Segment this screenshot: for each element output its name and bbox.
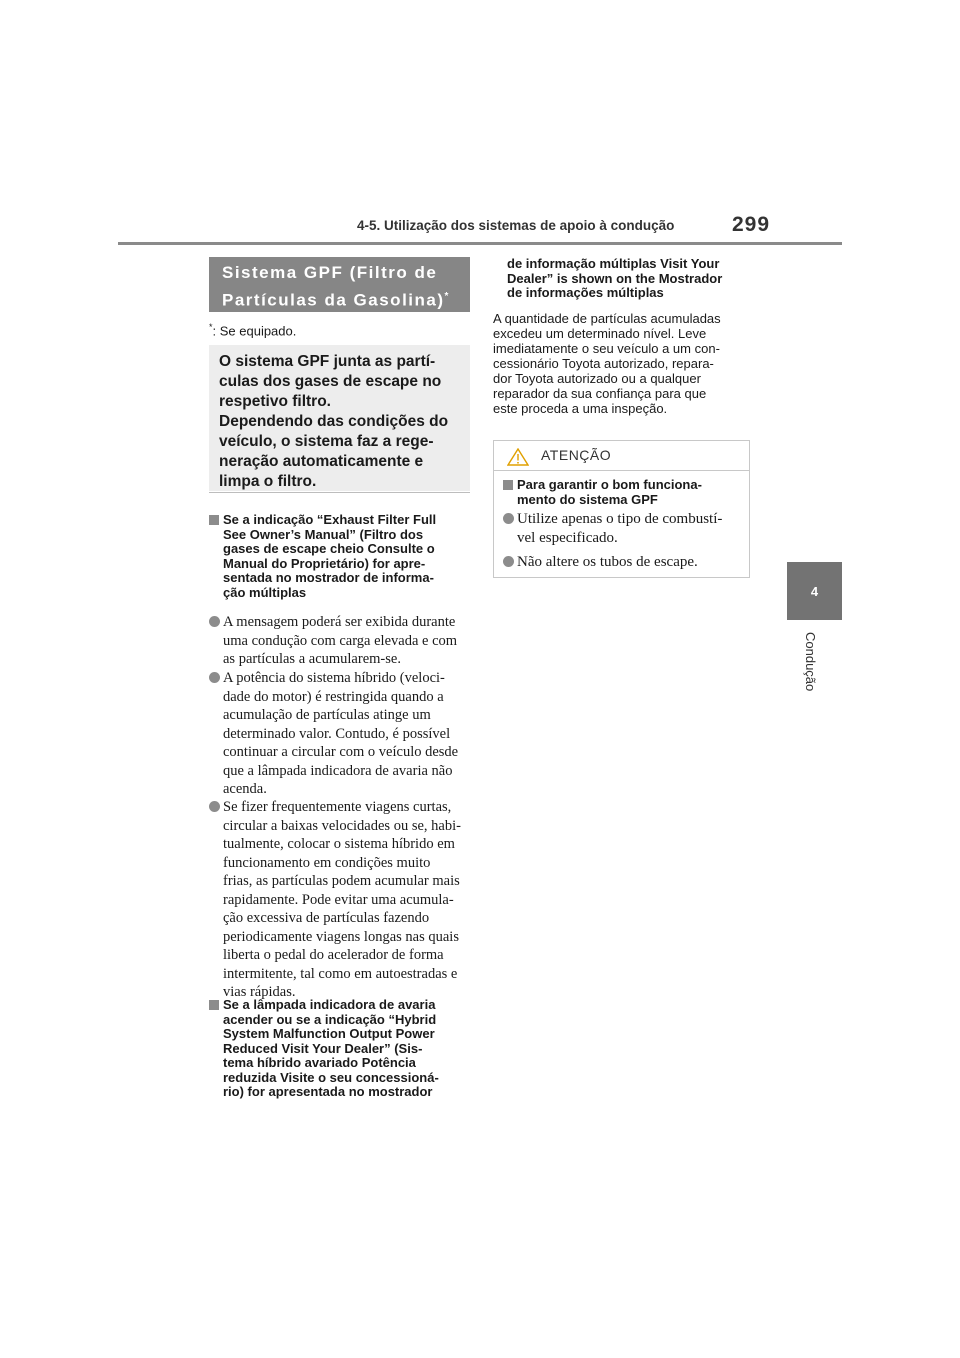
bullet-line: Se fizer frequentemente viagens curtas,: [223, 799, 452, 815]
bullet-line: A mensagem poderá ser exibida durante: [223, 614, 456, 630]
subheading-line: See Owner’s Manual” (Filtro dos: [223, 526, 424, 542]
bullet-line: funcionamento em condições muito: [223, 854, 431, 871]
warning-box: [493, 440, 750, 578]
subheading-malfunction-indicator: [209, 998, 471, 1103]
subheading-exhaust-filter-full: [209, 513, 471, 603]
subheading-line: Manual do Proprietário) for apre-: [223, 555, 426, 571]
bullet-line: circular a baixas velocidades ou se, habi-: [223, 817, 461, 834]
warning-label: ATENÇÃO: [541, 447, 612, 463]
chapter-number: 4: [810, 583, 819, 599]
footnote-mark: *: [209, 322, 213, 332]
body-line: cessionário Toyota autorizado, repara-: [493, 356, 714, 371]
round-bullet-icon: [209, 616, 220, 627]
summary-line: neração automaticamente e: [219, 453, 424, 470]
bullet-line: intermitente, tal como em autoestradas e: [223, 965, 458, 982]
warning-header: [494, 441, 749, 471]
summary-line: culas dos gases de escape no: [219, 373, 442, 390]
body-line: reparador da sua confiança para que: [493, 386, 707, 401]
body-line: este proceda a uma inspeção.: [493, 401, 668, 416]
subheading-line: Dealer” is shown on the Mostrador: [507, 270, 723, 286]
bullet-line: determinado valor. Contudo, é possível: [223, 725, 451, 742]
subheading-line: sentada no mostrador de informa-: [223, 570, 434, 585]
subheading-line: Reduced Visit Your Dealer” (Sis-: [223, 1040, 423, 1056]
bullet-item: [209, 669, 471, 799]
section-box-title-line1: Sistema GPF (Filtro de: [222, 263, 438, 282]
footnote-text: : Se equipado.: [212, 323, 297, 339]
subheading-line: ção múltiplas: [223, 584, 307, 600]
subheading-continuation: [507, 257, 757, 305]
square-bullet-icon: [209, 515, 219, 525]
chapter-tab: [787, 562, 842, 620]
bullet-line: acumulação de partículas atinge um: [223, 707, 431, 723]
subheading-line: mento do sistema GPF: [517, 491, 658, 507]
bullet-line: Utilize apenas o tipo de combustí-: [517, 511, 723, 527]
round-bullet-icon: [209, 801, 220, 812]
warning-bullet: [503, 553, 745, 573]
bullet-line: liberta o pedal do acelerador de forma: [223, 947, 444, 963]
bullet-line: frias, as partículas podem acumular mais: [223, 873, 460, 889]
chapter-label: Condução: [803, 632, 818, 692]
summary-line: limpa o filtro.: [219, 473, 317, 490]
summary-box: [209, 345, 470, 491]
footnote-marker: *: [444, 291, 450, 302]
bullet-line: vel especificado.: [517, 529, 618, 546]
bullet-line: dade do motor) é restringida quando a: [223, 688, 444, 705]
subheading-line: reduzida Visite o seu concessioná-: [223, 1069, 439, 1085]
bullet-line: acenda.: [223, 781, 267, 797]
round-bullet-icon: [503, 556, 514, 567]
square-bullet-icon: [503, 480, 513, 490]
bullet-line: continuar a circular com o veículo desde: [223, 744, 459, 760]
header-rule: [118, 242, 842, 245]
subheading-line: Se a indicação “Exhaust Filter Full: [223, 512, 437, 527]
section-title-box: [209, 257, 470, 312]
subheading-line: System Malfunction Output Power: [223, 1026, 435, 1041]
warning-subheading: [503, 478, 743, 510]
section-box-title-line2: Partículas da Gasolina)*: [222, 290, 450, 310]
round-bullet-icon: [503, 513, 514, 524]
footnote: [209, 322, 296, 338]
bullet-line: Não altere os tubos de escape.: [517, 554, 698, 570]
subheading-line: Se a lâmpada indicadora de avaria: [223, 997, 436, 1012]
body-line: dor Toyota autorizado ou a qualquer: [493, 371, 701, 386]
bullet-line: A potência do sistema híbrido (veloci-: [223, 670, 445, 686]
bullet-line: as partículas a acumularem-se.: [223, 651, 401, 667]
subheading-line: de informação múltiplas Visit Your: [507, 256, 720, 271]
bullet-line: ção excessiva de partículas fazendo: [223, 910, 430, 926]
subheading-line: de informações múltiplas: [507, 285, 664, 300]
round-bullet-icon: [209, 672, 220, 683]
subheading-line: gases de escape cheio Consulte o: [223, 541, 435, 556]
subheading-line: acender ou se a indicação “Hybrid: [223, 1011, 437, 1027]
subheading-line: Para garantir o bom funciona-: [517, 477, 702, 492]
body-paragraph: [493, 311, 753, 416]
summary-line: O sistema GPF junta as partí-: [219, 353, 436, 370]
summary-line: Dependendo das condições do: [219, 413, 449, 430]
bullet-item: [209, 798, 471, 1003]
body-line: imediatamente o seu veículo a um con-: [493, 341, 720, 356]
body-line: excedeu um determinado nível. Leve: [493, 326, 707, 341]
bullet-line: uma condução com carga elevada e com: [223, 632, 458, 649]
warning-triangle-icon: [507, 448, 529, 466]
chapter-label-container: [800, 632, 826, 712]
bullet-line: tualmente, colocar o sistema híbrido em: [223, 836, 455, 852]
body-line: A quantidade de partículas acumuladas: [493, 311, 721, 326]
bullet-item: [209, 613, 471, 669]
bullet-line: rapidamente. Pode evitar uma acumula-: [223, 891, 454, 908]
summary-divider: [209, 492, 470, 493]
subheading-line: rio) for apresentada no mostrador: [223, 1084, 433, 1099]
summary-line: respetivo filtro.: [219, 393, 331, 410]
page-number: 299: [732, 213, 771, 236]
bullet-line: que a lâmpada indicadora de avaria não: [223, 762, 453, 779]
summary-line: veículo, o sistema faz a rege-: [219, 433, 434, 450]
warning-bullet: [503, 510, 745, 548]
bullet-line: vias rápidas.: [223, 984, 296, 1000]
bullet-line: periodicamente viagens longas nas quais: [223, 928, 459, 945]
subheading-line: tema híbrido avariado Potência: [223, 1055, 416, 1070]
square-bullet-icon: [209, 1000, 219, 1010]
section-title: 4-5. Utilização dos sistemas de apoio à condução: [357, 218, 675, 233]
